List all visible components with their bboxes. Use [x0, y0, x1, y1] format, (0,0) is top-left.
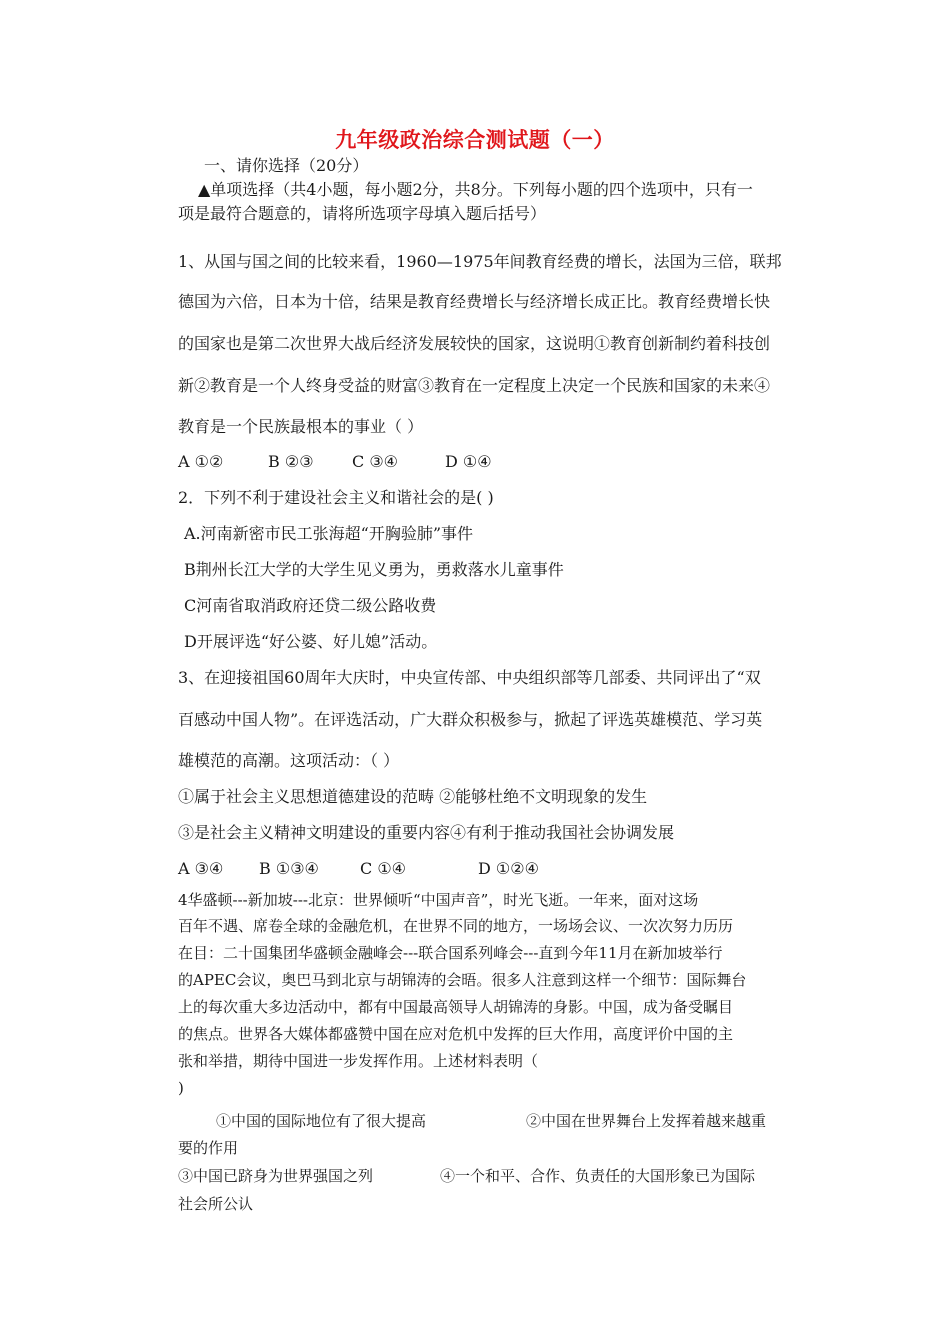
instructions-line-2: 项是最符合题意的，请将所选项字母填入题后括号）	[178, 204, 547, 223]
q4-statement-4: ④一个和平、合作、负责任的大国形象已为国际	[440, 1167, 756, 1185]
q4-line-3: 在目：二十国集团华盛顿金融峰会---联合国系列峰会---直到今年11月在新加坡举行	[178, 944, 723, 962]
q4-line-6: 的焦点。世界各大媒体都盛赞中国在应对危机中发挥的巨大作用，高度评价中国的主	[178, 1025, 734, 1043]
q1-option-d: D ①④	[445, 452, 492, 471]
q3-option-b: B ①③④	[259, 859, 319, 878]
q4-statement-2: ②中国在世界舞台上发挥着越来越重	[526, 1112, 767, 1130]
page-title: 九年级政治综合测试题（一）	[335, 127, 615, 152]
q4-statement-3: ③中国已跻身为世界强国之列	[178, 1167, 374, 1185]
section-header: 一、请你选择（20分）	[204, 156, 369, 175]
q4-statement-2-cont: 要的作用	[178, 1139, 239, 1157]
q1-line-1: 1、从国与国之间的比较来看，1960—1975年间教育经费的增长，法国为三倍，联邦	[178, 252, 782, 271]
q4-line-1: 4华盛顿---新加坡---北京：世界倾听“中国声音”，时光飞逝。一年来，面对这场	[178, 891, 699, 909]
q3-line-2: 百感动中国人物”。在评选活动，广大群众积极参与，掀起了评选英雄模范、学习英	[178, 710, 763, 729]
q4-line-7: 张和举措，期待中国进一步发挥作用。上述材料表明（	[178, 1052, 539, 1070]
q3-option-d: D ①②④	[478, 859, 539, 878]
q4-statement-4-cont: 社会所公认	[178, 1195, 254, 1213]
q1-line-5: 教育是一个民族最根本的事业（ ）	[178, 417, 424, 436]
q3-statement-1: ①属于社会主义思想道德建设的范畴 ②能够杜绝不文明现象的发生	[178, 787, 648, 806]
q3-line-1: 3、在迎接祖国60周年大庆时，中央宣传部、中央组织部等几部委、共同评出了“双	[178, 668, 761, 687]
q2-option-d: D开展评选“好公婆、好儿媳”活动。	[184, 632, 438, 651]
q4-line-8: )	[178, 1079, 184, 1097]
q4-line-2: 百年不遇、席卷全球的金融危机，在世界不同的地方，一场场会议、一次次努力历历	[178, 917, 734, 935]
instructions-line-1: ▲单项选择（共4小题，每小题2分，共8分。下列每小题的四个选项中，只有一	[198, 180, 753, 199]
q1-line-3: 的国家也是第二次世界大战后经济发展较快的国家，这说明①教育创新制约着科技创	[178, 334, 771, 353]
q2-option-c: C河南省取消政府还贷二级公路收费	[184, 596, 437, 615]
q1-line-4: 新②教育是一个人终身受益的财富③教育在一定程度上决定一个民族和国家的未来④	[178, 376, 771, 395]
q3-statement-2: ③是社会主义精神文明建设的重要内容④有利于推动我国社会协调发展	[178, 823, 675, 842]
q2-option-a: A.河南新密市民工张海超“开胸验肺”事件	[184, 524, 474, 543]
q3-option-c: C ①④	[360, 859, 407, 878]
q1-line-2: 德国为六倍，日本为十倍，结果是教育经费增长与经济增长成正比。教育经费增长快	[178, 292, 771, 311]
q2-stem: 2．下列不利于建设社会主义和谐社会的是( )	[178, 488, 494, 507]
q4-line-5: 上的每次重大多边活动中，都有中国最高领导人胡锦涛的身影。中国，成为备受瞩目	[178, 998, 734, 1016]
q1-option-a: A ①②	[178, 452, 224, 471]
q4-statement-1: ①中国的国际地位有了很大提高	[216, 1112, 427, 1130]
q1-option-b: B ②③	[268, 452, 314, 471]
q2-option-b: B荆州长江大学的大学生见义勇为，勇救落水儿童事件	[184, 560, 564, 579]
q3-option-a: A ③④	[178, 859, 224, 878]
q1-option-c: C ③④	[352, 452, 399, 471]
q3-line-3: 雄模范的高潮。这项活动：（ ）	[178, 751, 400, 770]
q4-line-4: 的APEC会议，奥巴马到北京与胡锦涛的会晤。很多人注意到这样一个细节：国际舞台	[178, 971, 747, 989]
